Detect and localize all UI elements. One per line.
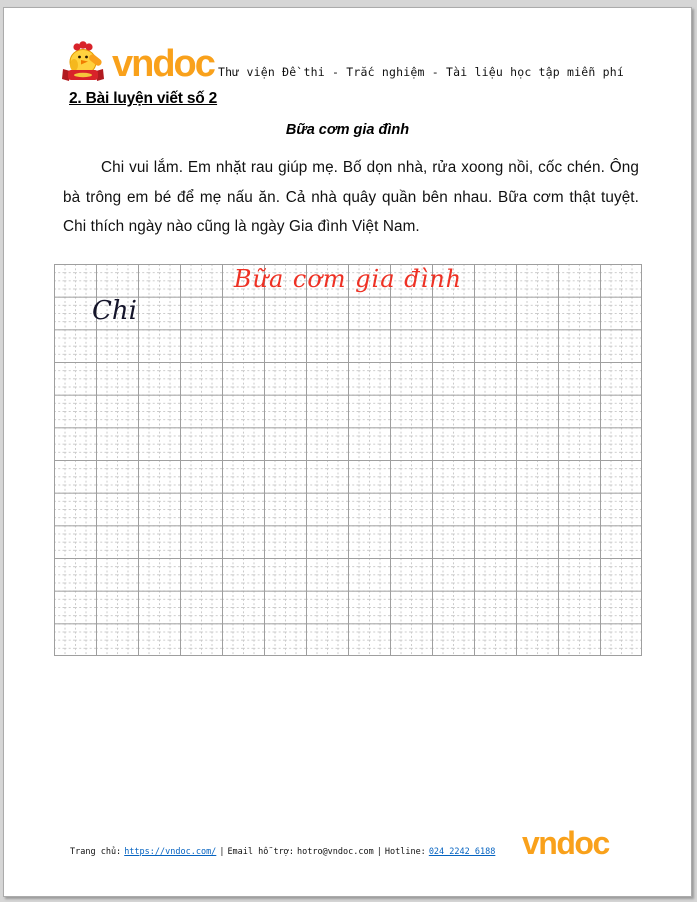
model-handwriting-text: Bữa cơm gia đình xyxy=(233,265,463,293)
footer-email-label: Email hỗ trợ: xyxy=(227,847,294,857)
header-tagline: Thư viện Đề thi - Trắc nghiệm - Tài liệu học tập miễn phí xyxy=(218,65,625,79)
vndoc-mascot-icon xyxy=(62,41,110,87)
footer-vndoc-logo: vndoc xyxy=(522,825,609,861)
vndoc-logo xyxy=(62,41,214,87)
footer-separator: | xyxy=(219,847,225,857)
student-handwriting-text: Chi xyxy=(92,296,137,326)
footer-hotline-link[interactable]: 024 2242 6188 xyxy=(428,847,496,857)
footer-info xyxy=(70,847,498,857)
footer-email-value: hotro@vndoc.com xyxy=(296,847,374,857)
grid-pattern-svg xyxy=(54,264,642,656)
footer-hotline-label: Hotline: xyxy=(384,847,426,857)
reading-paragraph: Chi vui lắm. Em nhặt rau giúp mẹ. Bố dọn nhà, rửa xoong nồi, cốc chén. Ông bà trông em bé để mẹ nấu ăn. Cả nhà quây quần bên nhau. Bữa cơm thật tuyệt. Chi thích ngày nào cũng là ngày Gia đình Việt Nam. xyxy=(63,159,639,235)
footer-separator: | xyxy=(376,847,382,857)
footer-home-label: Trang chủ: xyxy=(70,847,122,857)
document-page xyxy=(3,7,692,897)
document-title: Bữa cơm gia đình xyxy=(285,122,410,138)
writing-practice-grid xyxy=(54,264,642,656)
vndoc-logo-text: vndoc xyxy=(112,42,214,85)
section-heading: 2. Bài luyện viết số 2 xyxy=(69,90,218,107)
footer-home-link[interactable]: https://vndoc.com/ xyxy=(124,847,217,857)
